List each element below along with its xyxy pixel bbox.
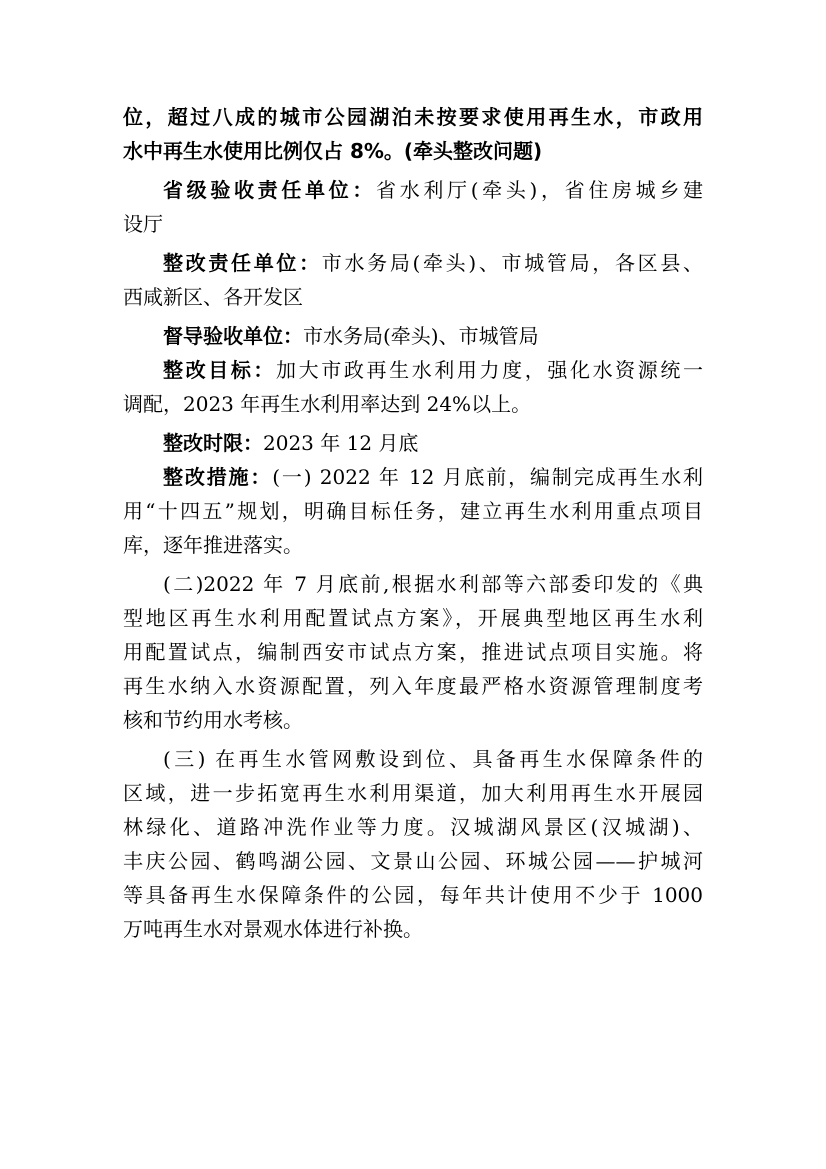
measures-paragraph-1 [123, 460, 703, 562]
measures-line-3: 库，逐年推进落实。 [123, 533, 303, 557]
measure-2-line-3: 用配置试点，编制西安市试点方案，推进试点项目实施。将 [123, 640, 703, 664]
document-page [123, 100, 703, 946]
goal-paragraph [123, 353, 703, 421]
measure-3-line-2: 区域，进一步拓宽再生水利用渠道，加大利用再生水开展园 [123, 781, 703, 805]
measure-3-line-5: 等具备再生水保障条件的公园，每年共计使用不少于 1000 [123, 883, 703, 907]
goal-label: 整改目标： [163, 358, 277, 382]
provincial-unit-paragraph [123, 173, 703, 241]
supervision-unit-line [123, 319, 703, 353]
measure-2-line-5: 核和节约用水考核。 [123, 708, 303, 732]
issue-line-1: 位，超过八成的城市公园湖泊未按要求使用再生水，市政用 [123, 105, 703, 129]
measures-paragraph-2 [123, 567, 703, 737]
issue-line-2: 水中再生水使用比例仅占 8%。(牵头整改问题) [123, 139, 543, 163]
measure-2-line-4: 再生水纳入水资源配置，列入年度最严格水资源管理制度考 [123, 674, 703, 698]
deadline-paragraph [123, 426, 703, 460]
measures-paragraph-3 [123, 742, 703, 946]
measure-3-line-4: 丰庆公园、鹤鸣湖公园、文景山公园、环城公园——护城河 [123, 849, 703, 873]
measure-2-line-2: 型地区再生水利用配置试点方案》，开展典型地区再生水利 [123, 606, 703, 630]
measure-2-line-1: (二)2022 年 7 月底前,根据水利部等六部委印发的《典 [163, 572, 703, 596]
goal-text: 加大市政再生水利用力度，强化水资源统一 [276, 358, 704, 382]
measures-line-2: 用“十四五”规划，明确目标任务，建立再生水利用重点项目 [123, 499, 703, 523]
measure-3-line-3: 林绿化、道路冲洗作业等力度。汉城湖风景区(汉城湖)、 [123, 815, 703, 839]
provincial-unit-text: 省水利厅(牵头)，省住房城乡建 [376, 178, 704, 202]
responsible-unit-paragraph [123, 246, 703, 314]
provincial-unit-line-2: 设厅 [123, 212, 163, 236]
goal-line-2: 调配，2023 年再生水利用率达到 24%以上。 [123, 392, 532, 416]
deadline-label: 整改时限： [163, 431, 263, 455]
provincial-unit-label: 省级验收责任单位： [163, 178, 377, 202]
measure-3-line-1: (三) 在再生水管网敷设到位、具备再生水保障条件的 [163, 747, 703, 771]
provincial-unit-line-1 [123, 173, 703, 207]
responsible-unit-label: 整改责任单位： [163, 251, 322, 275]
goal-line-1 [123, 353, 703, 387]
responsible-unit-line-1 [123, 246, 703, 280]
supervision-unit-label: 督导验收单位： [163, 324, 303, 348]
issue-paragraph [123, 100, 703, 168]
measures-line-1 [123, 460, 703, 494]
deadline-line [123, 426, 703, 460]
deadline-text: 2023 年 12 月底 [263, 431, 419, 455]
responsible-unit-text: 市水务局(牵头)、市城管局，各区县、 [321, 251, 703, 275]
measures-label: 整改措施： [163, 465, 273, 489]
supervision-unit-paragraph [123, 319, 703, 353]
measure-1-text: (一) 2022 年 12 月底前，编制完成再生水利 [272, 465, 703, 489]
supervision-unit-text: 市水务局(牵头)、市城管局 [303, 324, 539, 348]
measure-3-line-6: 万吨再生水对景观水体进行补换。 [123, 917, 423, 941]
responsible-unit-line-2: 西咸新区、各开发区 [123, 285, 303, 309]
